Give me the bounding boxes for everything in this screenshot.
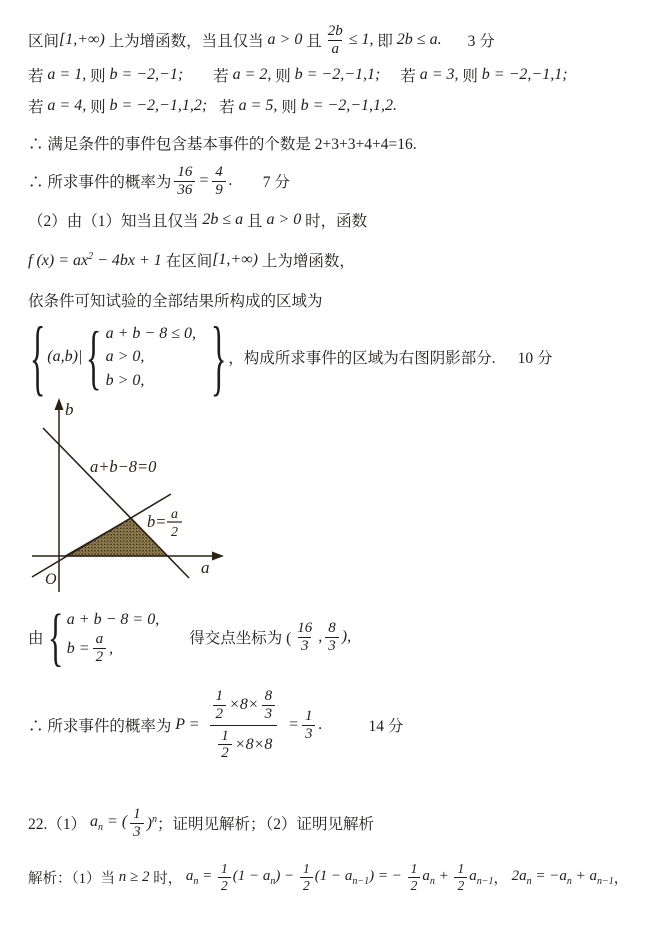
text-run: （2）由（1）知当且仅当 <box>28 213 203 230</box>
line-b-equals-half-a <box>32 494 171 577</box>
math-run: , <box>109 640 114 657</box>
origin-label: O <box>45 571 57 588</box>
text-run: 若 <box>400 68 420 85</box>
brace-open: { <box>86 317 102 397</box>
frac-den: 2 <box>408 877 421 893</box>
math-run: ×8×8 <box>234 735 273 753</box>
frac-den: 3 <box>298 637 312 655</box>
frac-num: 1 <box>457 861 465 877</box>
frac-num: 1 <box>220 861 228 877</box>
frac-num: a <box>95 631 104 648</box>
math-run: b = −2,−1,1,2; <box>109 97 208 114</box>
math-run: b = −2,−1; <box>109 66 184 83</box>
superscript: n <box>151 813 157 825</box>
text-run: 解析：（1）当 <box>28 870 115 887</box>
text-run: 若 <box>28 99 48 116</box>
math-run: $a_n$ = <box>185 867 216 887</box>
subscript: n <box>270 875 276 887</box>
condition-stack <box>106 322 196 392</box>
math-run: P = <box>175 716 200 733</box>
solution-line-12 <box>28 800 374 846</box>
math-run: 2b ≤ a <box>202 211 244 228</box>
subscript: n <box>98 822 104 833</box>
frac-den: 3 <box>130 823 144 841</box>
math-run: . <box>318 716 323 733</box>
text-run: 若 <box>28 68 48 85</box>
line2-frac-den: 2 <box>171 525 178 540</box>
solution-line-2 <box>28 63 568 87</box>
frac-num: 1 <box>133 805 141 822</box>
frac-den: 2 <box>300 877 313 893</box>
solution-line-6 <box>28 208 367 232</box>
fraction <box>454 861 467 892</box>
fraction <box>130 806 144 841</box>
frac-den: 2 <box>213 705 227 723</box>
fraction <box>408 861 421 892</box>
math-run: [1,+∞) <box>59 31 105 48</box>
frac-den: 2 <box>218 877 231 893</box>
line2-frac-num: a <box>171 507 178 522</box>
subscript: n−1 <box>476 875 494 887</box>
frac-den: a <box>328 40 342 58</box>
math-run: a > 0 <box>266 211 302 228</box>
frac-num: 16 <box>297 619 313 636</box>
text-run: ∴ 所求事件的概率为 <box>28 174 172 191</box>
score-mark: 10 分 <box>517 350 553 367</box>
math-run: b = <box>66 640 90 657</box>
subscript: n−1 <box>596 875 614 887</box>
math-run: , <box>318 628 323 645</box>
equation-stack <box>67 608 159 666</box>
frac-num: 4 <box>215 163 223 180</box>
text-run: ， <box>493 870 512 887</box>
frac-num: 8 <box>328 619 336 636</box>
frac-num: 1 <box>302 861 310 877</box>
frac-den: 2 <box>454 877 467 893</box>
score-mark: 3 分 <box>467 33 495 50</box>
math-run: $(1 - a_n)$ − <box>232 867 298 887</box>
solution-line-9 <box>28 310 553 404</box>
fraction <box>212 164 226 199</box>
frac-num: 1 <box>410 861 418 877</box>
line1-equation-label: a+b−8=0 <box>90 457 157 476</box>
solution-line-10 <box>28 600 351 674</box>
fraction <box>218 861 231 892</box>
solution-line-4 <box>28 131 417 155</box>
frac-num: 8 <box>264 687 273 704</box>
math-run: a > 0 <box>267 31 303 48</box>
frac-den: 3 <box>325 637 339 655</box>
text-run: 得交点坐标为 ( <box>189 630 292 647</box>
case-item <box>400 64 567 86</box>
fraction <box>325 23 346 58</box>
b-axis-arrow-icon <box>55 398 64 410</box>
math-run: 2b ≤ a. <box>396 31 442 48</box>
text-run: 22.（1） <box>28 816 91 833</box>
frac-num: 1 <box>221 727 229 744</box>
math-run: $a_n$ = ( <box>90 813 128 833</box>
text-run: 则 <box>458 68 482 85</box>
solution-line-3 <box>28 94 397 118</box>
text-run: ∴ 所求事件的概率为 <box>28 718 176 735</box>
text-run: 则 <box>86 68 110 85</box>
a-axis-arrow-icon <box>212 552 224 561</box>
math-run: a = 3, <box>419 66 459 83</box>
text-run: 且 <box>302 33 322 50</box>
condition: a + b − 8 ≤ 0, <box>105 325 196 343</box>
text-run: ，构成所求事件的区域为右图阴影部分. <box>228 350 496 367</box>
frac-den: 36 <box>174 181 195 199</box>
math-run: )$^n$ <box>146 813 157 832</box>
text-run: 则 <box>271 68 295 85</box>
subscript: n <box>193 875 199 887</box>
text-run: ， <box>613 870 629 887</box>
big-frac-den <box>210 725 277 765</box>
frac-num: 1 <box>215 687 224 704</box>
condition: a > 0, <box>105 348 145 366</box>
math-run: a = 1, <box>47 66 87 83</box>
math-run: $2a_n = -a_n + a_{n-1}$ <box>511 867 614 887</box>
math-run: b = −2,−1,1,2. <box>300 97 398 114</box>
frac-den: 2 <box>93 648 107 666</box>
math-run: ≤ 1, <box>348 31 374 48</box>
math-run: a = 2, <box>232 66 272 83</box>
fraction <box>294 620 315 655</box>
brace-open: { <box>47 601 63 673</box>
b-axis-label: b <box>65 400 74 419</box>
frac-den: 2 <box>218 744 232 762</box>
big-frac-num <box>205 686 284 725</box>
math-run: a = 5, <box>238 97 278 114</box>
solution-line-8 <box>28 288 323 312</box>
case-item <box>213 64 380 86</box>
solution-line-1 <box>28 16 495 64</box>
subscript: n−1 <box>352 875 370 887</box>
math-run: = <box>288 716 299 733</box>
line2-equation-label: b= <box>147 512 167 531</box>
solution-line-13 <box>28 852 628 902</box>
fraction <box>218 728 232 763</box>
region-diagram <box>30 396 242 596</box>
subscript: n <box>566 875 572 887</box>
text-run: 则 <box>86 99 110 116</box>
text-run: 上为增函数，当且仅当 <box>104 33 268 50</box>
solution-line-11 <box>28 684 403 766</box>
frac-den: 3 <box>262 705 276 723</box>
fraction <box>262 688 276 723</box>
math-run: $(1 - a_{n-1})$ = − <box>314 867 406 887</box>
math-run: n ≥ 2 <box>115 868 154 885</box>
frac-num: 2b <box>327 22 343 39</box>
math-run: ×8× <box>229 696 259 714</box>
text-run: 且 <box>243 213 267 230</box>
frac-num: 1 <box>304 707 313 724</box>
text-run: ；证明见解析；（2）证明见解析 <box>156 816 374 833</box>
text-run: 由 <box>28 630 44 647</box>
fraction <box>174 164 195 199</box>
condition: b > 0, <box>105 371 145 389</box>
fraction <box>300 861 313 892</box>
superscript: 2 <box>88 250 94 262</box>
math-run: $a_{n-1}$ <box>469 867 494 887</box>
math-run: = <box>198 172 210 189</box>
equation: a + b − 8 = 0, <box>66 611 160 629</box>
brace-close: } <box>210 310 227 404</box>
case-item <box>28 95 207 117</box>
solution-line-7 <box>28 246 355 274</box>
big-fraction <box>205 686 284 764</box>
fraction <box>93 631 107 666</box>
fraction <box>325 620 339 655</box>
math-run: . <box>228 172 233 189</box>
frac-den: 9 <box>212 181 226 199</box>
text-run: 若 <box>213 68 233 85</box>
math-run: $a_n$ + <box>422 867 453 887</box>
text-run: 时， <box>153 870 186 887</box>
case-item <box>28 64 183 86</box>
math-run: b = −2,−1,1; <box>481 66 568 83</box>
text-run: ∴ 满足条件的事件包含基本事件的个数是 2+3+3+4+4=16. <box>28 136 417 153</box>
subscript: n <box>526 875 532 887</box>
math-run: (a,b) <box>47 348 78 365</box>
score-mark: 7 分 <box>262 174 290 191</box>
case-item <box>219 95 397 117</box>
text-run: 依条件可知试验的全部结果所构成的区域为 <box>28 293 323 310</box>
math-run: a = 4, <box>47 97 87 114</box>
solution-line-5 <box>28 156 290 206</box>
math-run: f $(x) = ax^2 - 4bx + 1$ <box>28 250 162 269</box>
math-run: ), <box>341 628 352 645</box>
text-run: 上为增函数， <box>257 253 355 270</box>
math-run: [1,+∞) <box>212 251 258 268</box>
fraction <box>213 688 227 723</box>
frac-den: 3 <box>302 725 316 743</box>
text-run: 则 <box>277 99 301 116</box>
text-run: 若 <box>219 99 239 116</box>
text-run: 在区间 <box>161 253 213 270</box>
a-axis-label: a <box>201 558 210 577</box>
brace-open: { <box>29 310 46 404</box>
math-run: b = −2,−1,1; <box>294 66 381 83</box>
subscript: n <box>429 875 435 887</box>
fraction <box>302 708 316 743</box>
text-run: 区间 <box>28 33 60 50</box>
text-run: 即 <box>373 33 397 50</box>
frac-num: 16 <box>177 163 193 180</box>
score-mark: 14 分 <box>368 718 404 735</box>
set-bar: | <box>77 348 83 365</box>
equation <box>67 631 113 666</box>
text-run: 时，函数 <box>301 213 368 230</box>
